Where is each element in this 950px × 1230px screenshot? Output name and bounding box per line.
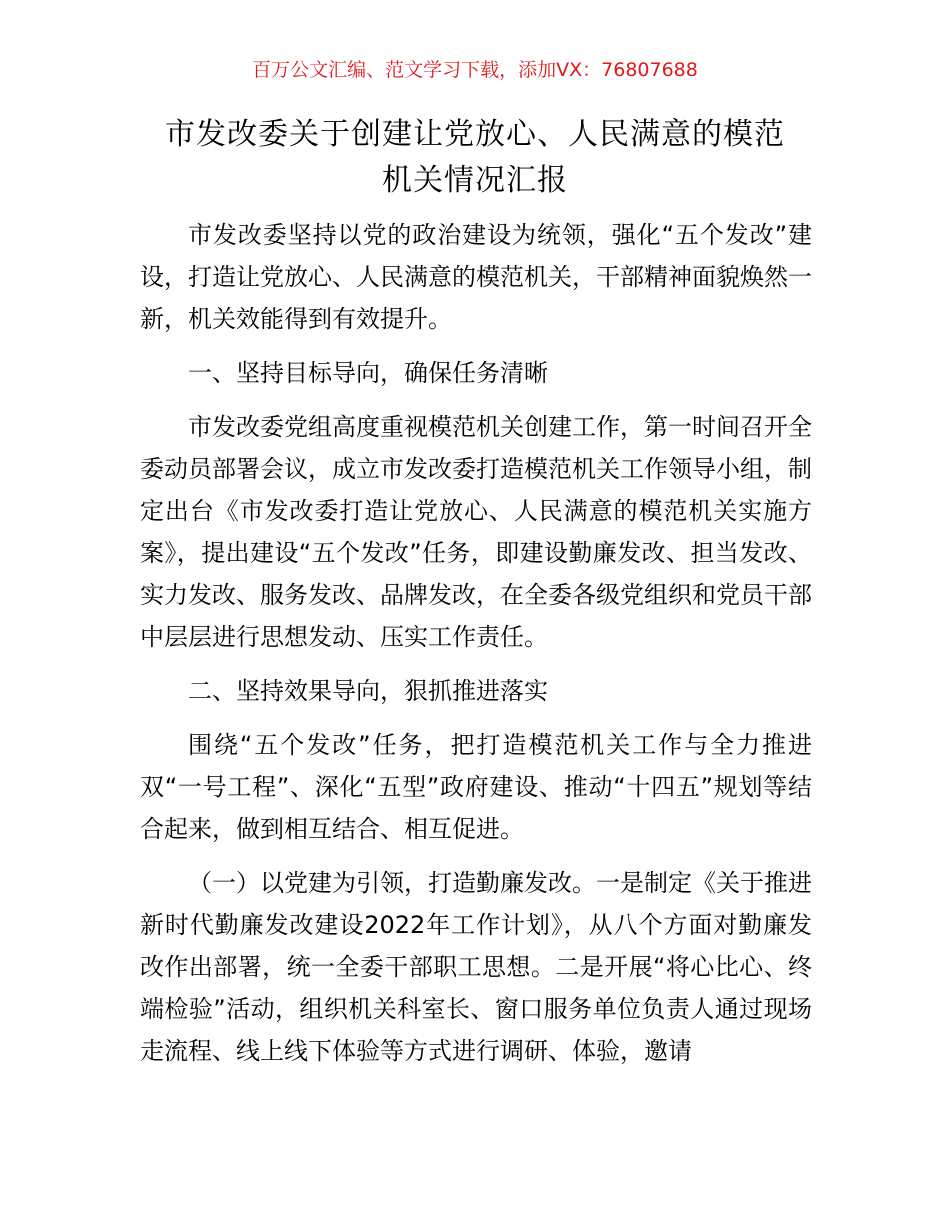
intro-paragraph: 市发改委坚持以党的政治建设为统领，强化“五个发改”建设，打造让党放心、人民满意的模范机关，干部精神面貌焕然一新，机关效能得到有效提升。	[140, 221, 812, 333]
section-1-paragraph: 市发改委党组高度重视模范机关创建工作，第一时间召开全委动员部署会议，成立市发改委打造模范机关工作领导小组，制定出台《市发改委打造让党放心、人民满意的模范机关实施方案》，提出建设“五个发改”任务，即建设勤廉发改、担当发改、实力发改、服务发改、品牌发改，在全委各级党组织和党员干部中层层进行思想发动、压实工作责任。	[140, 413, 812, 651]
title-line-1: 市发改委关于创建让党放心、人民满意的模范	[165, 117, 785, 152]
header-watermark-note: 百万公文汇编、范文学习下载，添加VX：76807688	[252, 59, 698, 81]
section-2-paragraph: 围绕“五个发改”任务，把打造模范机关工作与全力推进双“一号工程”、深化“五型”政府建设、推动“十四五”规划等结合起来，做到相互结合、相互促进。	[140, 731, 812, 843]
section-heading-2: 二、坚持效果导向，狠抓推进落实	[188, 677, 548, 705]
subsection-1-paragraph: （一）以党建为引领，打造勤廉发改。一是制定《关于推进新时代勤廉发改建设2022年工作计划》，从八个方面对勤廉发改作出部署，统一全委干部职工思想。二是开展“将心比心、终端检验”活动，组织机关科室长、窗口服务单位负责人通过现场走流程、线上线下体验等方式进行调研、体验，邀请	[140, 869, 812, 1065]
section-heading-1: 一、坚持目标导向，确保任务清晰	[188, 359, 548, 387]
document-title	[130, 112, 820, 204]
document-body	[140, 214, 812, 1072]
title-line-2: 机关情况汇报	[382, 163, 568, 198]
